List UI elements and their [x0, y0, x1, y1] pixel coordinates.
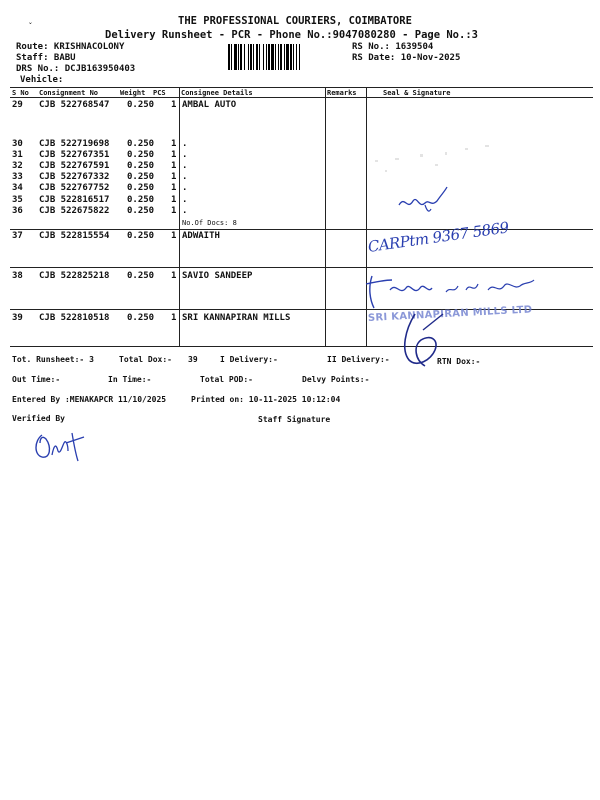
- row-consignment-no: CJB 522767332: [39, 172, 110, 182]
- rs-number: RS No.: 1639504: [352, 42, 434, 52]
- verified-by: Verified By: [12, 414, 65, 423]
- barcode-bar: [286, 44, 289, 70]
- header-seal: Seal & Signature: [383, 89, 451, 97]
- row-pcs: 1: [171, 172, 177, 182]
- row-sno: 30: [12, 139, 23, 149]
- barcode-bar: [293, 44, 294, 70]
- rs-date: RS Date: 10-Nov-2025: [352, 53, 461, 63]
- row-consignment-no: CJB 522719698: [39, 139, 110, 149]
- row-sno: 29: [12, 100, 23, 110]
- row-consignee: SRI KANNAPIRAN MILLS: [182, 313, 291, 323]
- row-pcs: 1: [171, 183, 177, 193]
- barcode-bar: [244, 44, 245, 70]
- barcode-bar: [299, 44, 300, 70]
- barcode-bar: [266, 44, 267, 70]
- row-weight: 0.250: [127, 195, 155, 205]
- row-sno: 31: [12, 150, 23, 160]
- out-time: Out Time:-: [12, 375, 61, 384]
- row-consignee: .: [182, 195, 188, 205]
- row-pcs: 1: [171, 150, 177, 160]
- barcode-bar: [284, 44, 285, 70]
- row-sno: 36: [12, 206, 23, 216]
- row-sno: 38: [12, 271, 23, 281]
- row-sno: 35: [12, 195, 23, 205]
- barcode-bar: [296, 44, 297, 70]
- row-consignment-no: CJB 522816517: [39, 195, 110, 205]
- total-pod: Total POD:-: [200, 375, 253, 384]
- table-header-line: [10, 97, 593, 98]
- header-remarks: Remarks: [327, 89, 357, 97]
- row-weight: 0.250: [127, 206, 155, 216]
- rtn-dox: RTN Dox:-: [437, 357, 481, 366]
- row-pcs: 1: [171, 313, 177, 323]
- barcode-bar: [290, 44, 292, 70]
- handwritten-note-row37: CARPtm 9367 5869: [366, 218, 510, 256]
- barcode-bar: [248, 44, 249, 70]
- row-consignment-no: CJB 522825218: [39, 271, 110, 281]
- header-consignee: Consignee Details: [181, 89, 253, 97]
- table-top-line: [10, 87, 593, 88]
- printed-on: Printed on: 10-11-2025 10:12:04: [191, 395, 341, 404]
- row-sno: 33: [12, 172, 23, 182]
- row-weight: 0.250: [127, 139, 155, 149]
- row-pcs: 1: [171, 231, 177, 241]
- barcode: [228, 44, 346, 70]
- row-weight: 0.250: [127, 271, 155, 281]
- delvy-points: Delvy Points:-: [302, 375, 370, 384]
- row-consignee: .: [182, 172, 188, 182]
- col-divider: [179, 87, 180, 346]
- row-consignment-no: CJB 522768547: [39, 100, 110, 110]
- header-sno: S No: [12, 89, 29, 97]
- row-sno: 37: [12, 231, 23, 241]
- tick-mark: ˇ: [28, 22, 33, 31]
- row-pcs: 1: [171, 195, 177, 205]
- row-consignee: .: [182, 161, 188, 171]
- barcode-bar: [234, 44, 237, 70]
- barcode-bar: [278, 44, 279, 70]
- barcode-bar: [253, 44, 254, 70]
- total-dox-label: Total Dox:-: [119, 355, 172, 364]
- barcode-bar: [238, 44, 239, 70]
- drs-number: DRS No.: DCJB163950403: [16, 64, 136, 74]
- row-consignee: .: [182, 139, 188, 149]
- row-weight: 0.250: [127, 161, 155, 171]
- row-consignment-no: CJB 522767591: [39, 161, 110, 171]
- row-consignee: AMBAL AUTO: [182, 100, 237, 110]
- staff-label: Staff: BABU: [16, 53, 76, 63]
- signature-row36: [395, 185, 455, 215]
- staff-signature: Staff Signature: [258, 415, 331, 424]
- row-weight: 0.250: [127, 100, 155, 110]
- row-weight: 0.250: [127, 313, 155, 323]
- row-pcs: 1: [171, 161, 177, 171]
- i-delivery: I Delivery:-: [220, 355, 278, 364]
- row-pcs: 1: [171, 271, 177, 281]
- ii-delivery: II Delivery:-: [327, 355, 390, 364]
- row-pcs: 1: [171, 100, 177, 110]
- row-consignment-no: CJB 522810518: [39, 313, 110, 323]
- row-pcs: 1: [171, 139, 177, 149]
- barcode-bar: [240, 44, 242, 70]
- barcode-bar: [263, 44, 264, 70]
- barcode-bar: [268, 44, 270, 70]
- row-consignee: .: [182, 150, 188, 160]
- barcode-bar: [231, 44, 232, 70]
- vehicle-label: Vehicle:: [20, 75, 64, 85]
- row-consignment-no: CJB 522675822: [39, 206, 110, 216]
- barcode-bar: [275, 44, 276, 70]
- row-weight: 0.250: [127, 183, 155, 193]
- route-label: Route: KRISHNACOLONY: [16, 42, 125, 52]
- tot-runsheet: Tot. Runsheet:- 3: [12, 355, 94, 364]
- header-pcs: PCS: [153, 89, 166, 97]
- barcode-bar: [228, 44, 230, 70]
- no-of-docs: No.Of Docs: 8: [182, 219, 237, 227]
- header-consignment: Consignment No: [39, 89, 99, 97]
- entered-by: Entered By :MENAKAPCR 11/10/2025: [12, 395, 167, 404]
- barcode-bar: [250, 44, 252, 70]
- col-divider: [325, 87, 326, 346]
- barcode-bar: [256, 44, 258, 70]
- row-sno: 32: [12, 161, 23, 171]
- verifier-signature: [28, 425, 88, 465]
- barcode-bar: [259, 44, 260, 70]
- row-consignee: .: [182, 183, 188, 193]
- row-weight: 0.250: [127, 231, 155, 241]
- row-weight: 0.250: [127, 150, 155, 160]
- company-stamp: SRI KANNAPIRAN MILLS LTD: [367, 304, 533, 324]
- row-consignment-no: CJB 522767351: [39, 150, 110, 160]
- row-consignment-no: CJB 522815554: [39, 231, 110, 241]
- row-pcs: 1: [171, 206, 177, 216]
- header-weight: Weight: [120, 89, 146, 97]
- row-consignee: ADWAITH: [182, 231, 220, 241]
- row-sno: 34: [12, 183, 23, 193]
- row-consignee: SAVIO SANDEEP: [182, 271, 253, 281]
- barcode-bar: [280, 44, 282, 70]
- row-sno: 39: [12, 313, 23, 323]
- in-time: In Time:-: [108, 375, 152, 384]
- table-bottom-line: [10, 346, 593, 347]
- row-weight: 0.250: [127, 172, 155, 182]
- barcode-bar: [271, 44, 274, 70]
- row-consignment-no: CJB 522767752: [39, 183, 110, 193]
- company-title: THE PROFESSIONAL COURIERS, COIMBATORE: [178, 15, 412, 27]
- runsheet-subtitle: Delivery Runsheet - PCR - Phone No.:9047080280 - Page No.:3: [105, 29, 478, 41]
- total-dox-value: 39: [188, 355, 198, 364]
- row-consignee: .: [182, 206, 188, 216]
